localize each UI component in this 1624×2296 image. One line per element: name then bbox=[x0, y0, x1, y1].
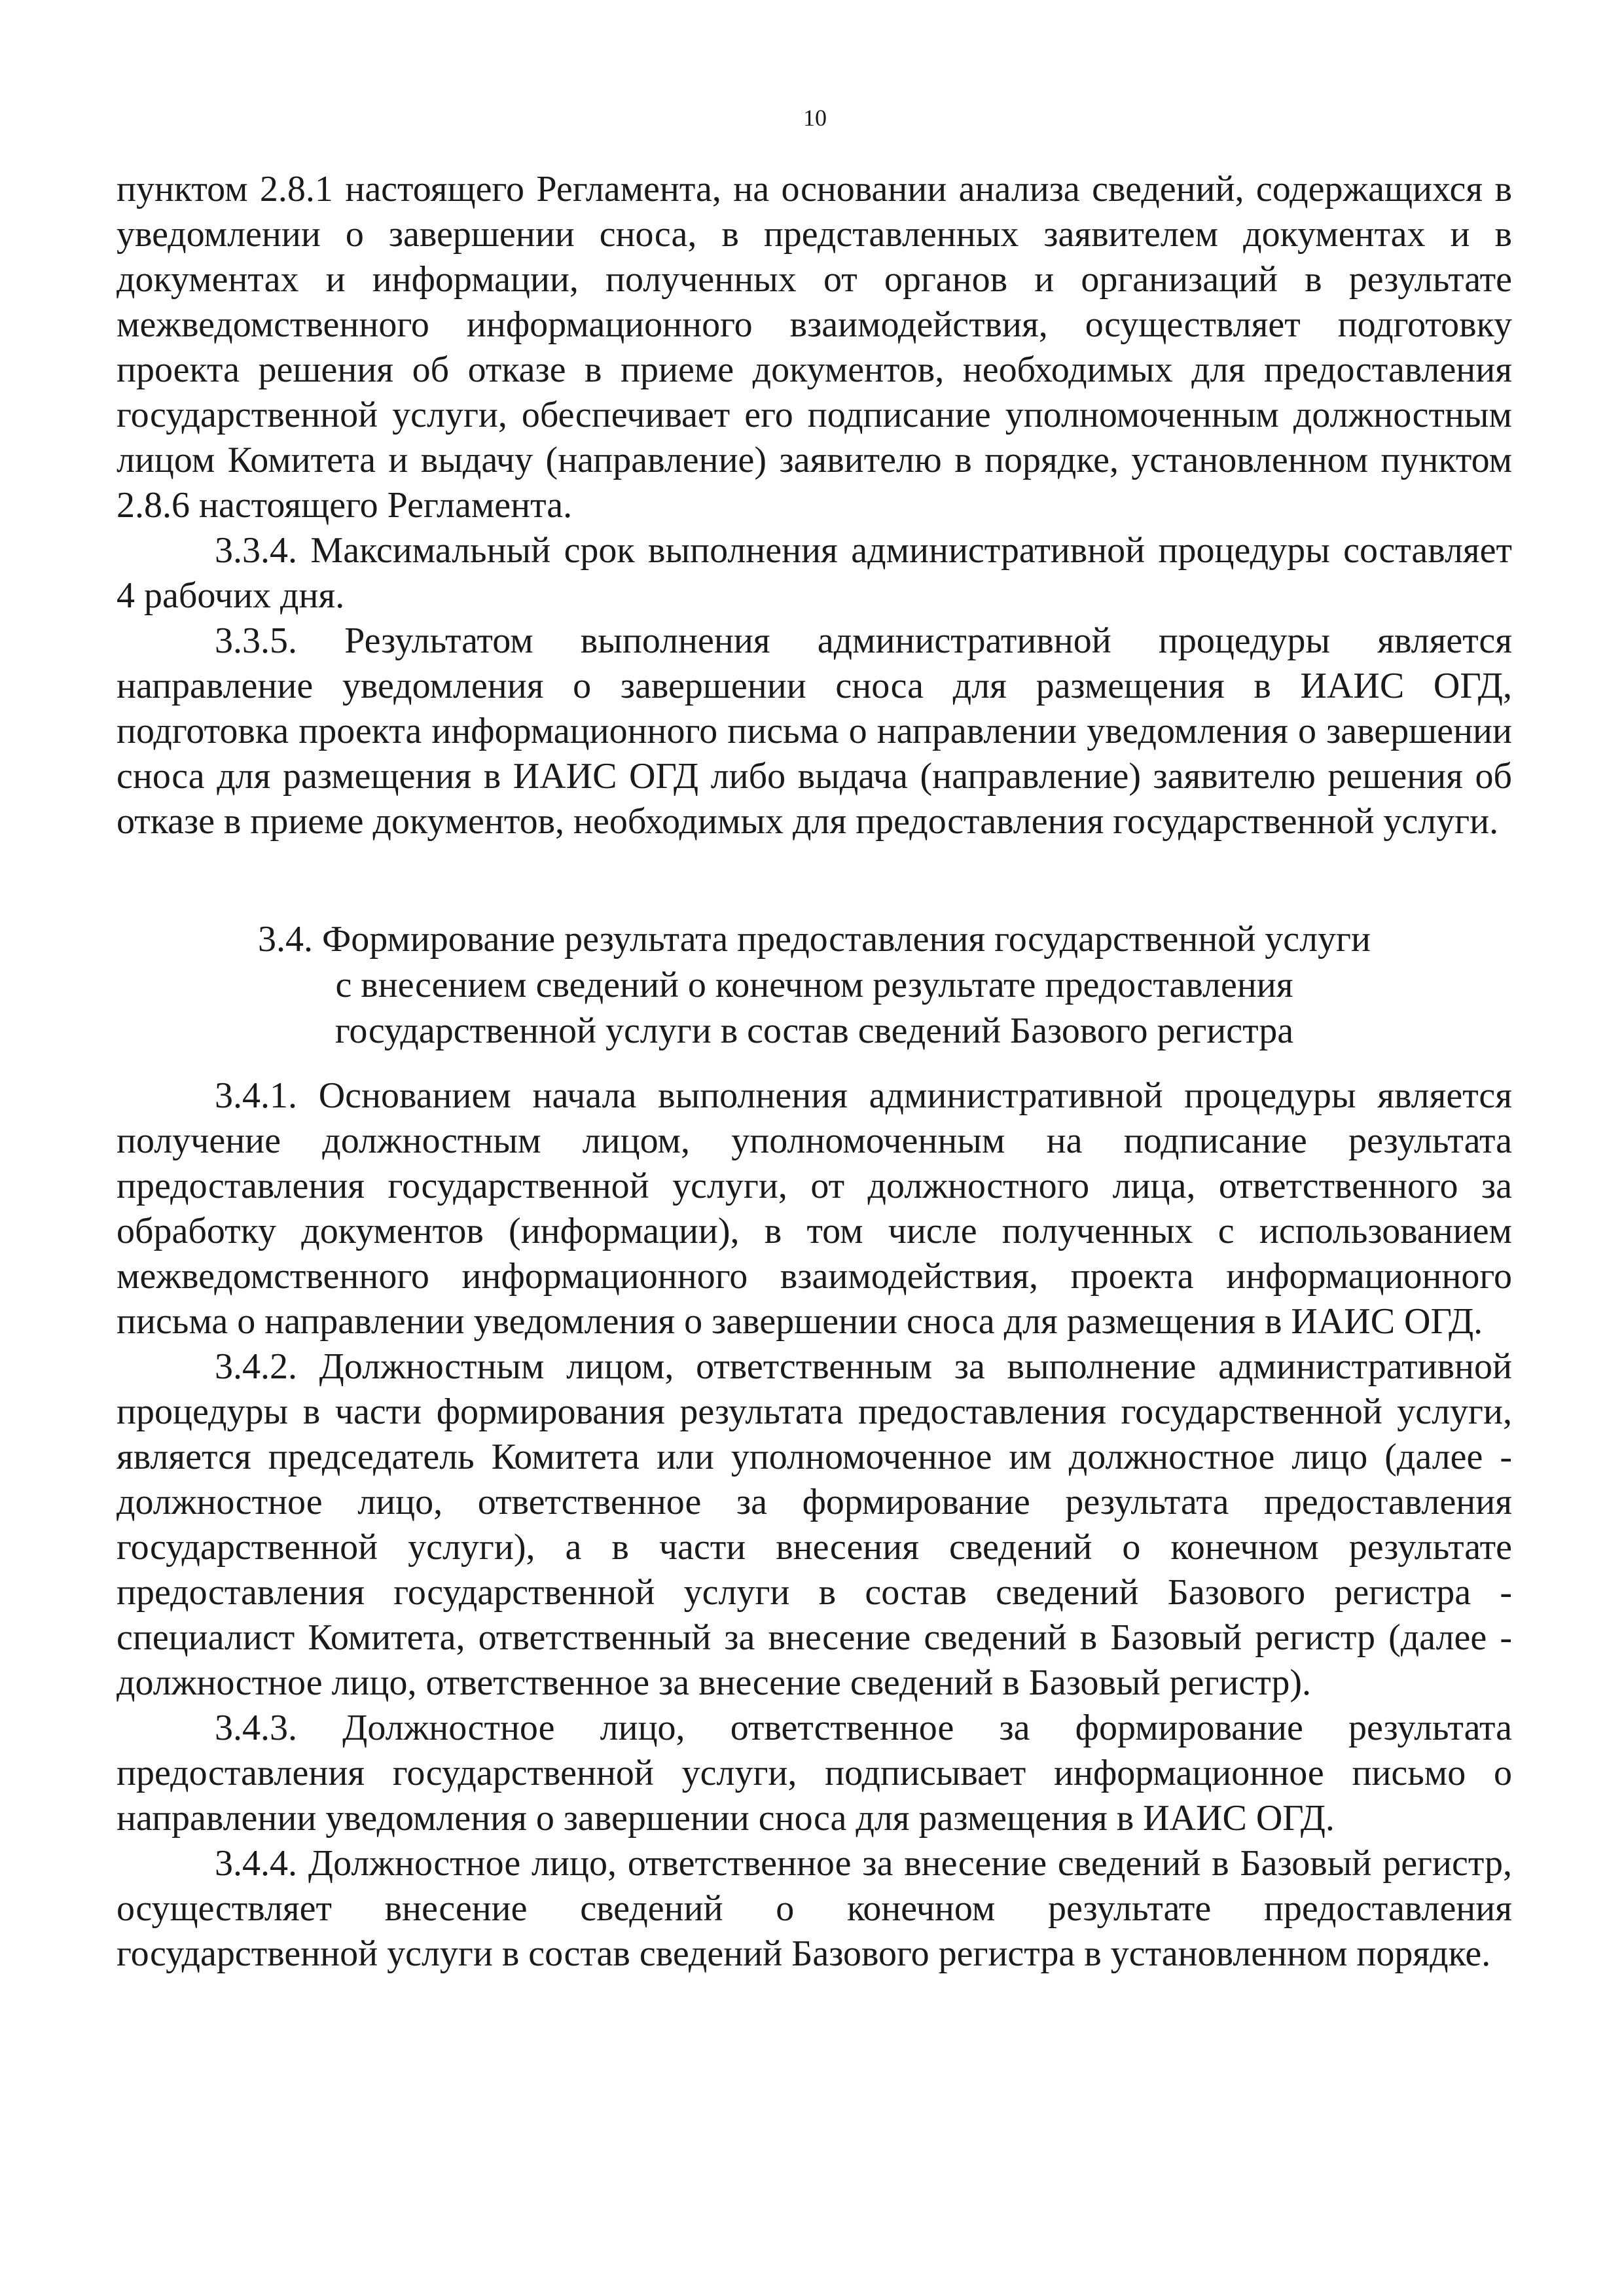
heading-line-2: с внесением сведений о конечном результате предоставления bbox=[335, 965, 1293, 1005]
paragraph-3-4-4: 3.4.4. Должностное лицо, ответственное за внесение сведений в Базовый регистр, осуществляет внесение сведений о конечном результате предоставления государственной услуги в состав сведений Базового регистра в установленном порядке. bbox=[117, 1843, 1512, 1974]
heading-line-1: 3.4. Формирование результата предоставления государственной услуги bbox=[258, 919, 1371, 960]
paragraph-3-4-3: 3.4.3. Должностное лицо, ответственное за формирование результата предоставления государственной услуги, подписывает информационное письмо о направлении уведомления о завершении сноса для размещения в ИАИС ОГД. bbox=[117, 1708, 1512, 1839]
paragraph-3-4-1: 3.4.1. Основанием начала выполнения административной процедуры является получение должностным лицом, уполномоченным на подписание результата предоставления государственной услуги, от должностного лица, ответственного за обработку документов (информации), в том числе полученных с использованием межведомственного информационного взаимодействия, проекта информационного письма о направлении уведомления о завершении сноса для размещения в ИАИС ОГД. bbox=[117, 1075, 1512, 1342]
paragraph-3-3-5: 3.3.5. Результатом выполнения административной процедуры является направление уведомления о завершении сноса для размещения в ИАИС ОГД, подготовка проекта информационного письма о направлении уведомления о завершении сноса для размещения в ИАИС ОГД либо выдача (направление) заявителю решения об отказе в приеме документов, необходимых для предоставления государственной услуги. bbox=[117, 620, 1512, 842]
paragraph-3-3-4: 3.3.4. Максимальный срок выполнения административной процедуры составляет 4 рабочих дня. bbox=[117, 530, 1512, 616]
section-3-3-text bbox=[117, 167, 1512, 844]
section-3-4-heading bbox=[117, 916, 1512, 1054]
paragraph-3-4-2: 3.4.2. Должностным лицом, ответственным за выполнение административной процедуры в части формирования результата предоставления государственной услуги, является председатель Комитета или уполномоченное им должностное лицо (далее - должностное лицо, ответственное за формирование результата предоставления государственной услуги), а в части внесения сведений о конечном результате предоставления государственной услуги в состав сведений Базового регистра - специалист Комитета, ответственный за внесение сведений в Базовый регистр (далее - должностное лицо, ответственное за внесение сведений в Базовый регистр). bbox=[117, 1346, 1512, 1703]
section-3-4-text bbox=[117, 1073, 1512, 1977]
paragraph-continuation: пунктом 2.8.1 настоящего Регламента, на основании анализа сведений, содержащихся в уведомлении о завершении сноса, в представленных заявителем документах и в документах и информации, полученных от органов и организаций в результате межведомственного информационного взаимодействия, осуществляет подготовку проекта решения об отказе в приеме документов, необходимых для предоставления государственной услуги, обеспечивает его подписание уполномоченным должностным лицом Комитета и выдачу (направление) заявителю в порядке, установленном пунктом 2.8.6 настоящего Регламента. bbox=[117, 169, 1512, 526]
page-number: 10 bbox=[803, 105, 827, 131]
heading-line-3: государственной услуги в состав сведений Базового регистра bbox=[334, 1011, 1294, 1051]
